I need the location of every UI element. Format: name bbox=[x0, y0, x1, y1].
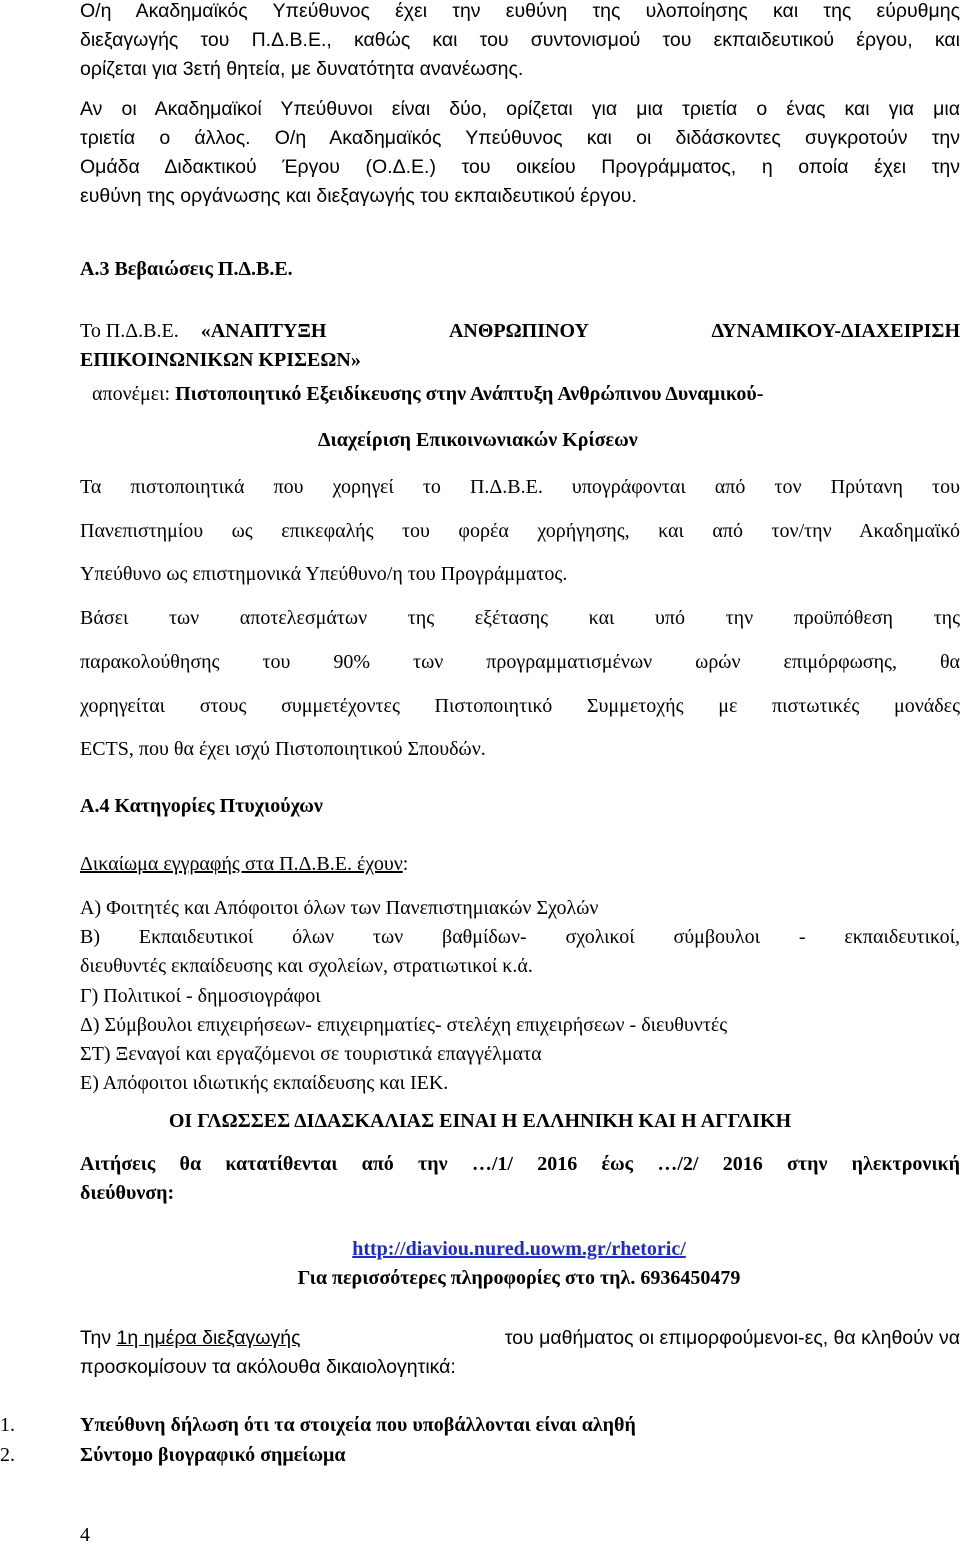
application-url-link[interactable]: http://diaviou.nured.uowm.gr/rhetoric/ bbox=[352, 1238, 686, 1260]
award-certificate-cont: Διαχείριση Επικοινωνιακών Κρίσεων bbox=[318, 429, 638, 451]
program-title-cont: ΕΠΙΚΟΙΝΩΝΙΚΩΝ ΚΡΙΣΕΩΝ» bbox=[80, 349, 361, 371]
sign-line: Πανεπιστημίου ως επικεφαλής του φορέα χορήγησης, και από τον/την Ακαδημαϊκό bbox=[80, 520, 960, 542]
applications-line: Αιτήσεις θα κατατίθενται από την …/1/ 2016 έως …/2/ 2016 στην ηλεκτρονική bbox=[80, 1153, 960, 1175]
eligibility-text: Δικαίωμα εγγραφής στα Π.Δ.Β.Ε. έχουν bbox=[80, 853, 403, 875]
intro-line: ορίζεται για 3ετή θητεία, με δυνατότητα ανανέωσης. bbox=[80, 58, 524, 80]
first-day-link: 1η ημέρα διεξαγωγής bbox=[116, 1327, 301, 1349]
category-item: Ε) Απόφοιτοι ιδιωτικής εκπαίδευσης και ΙΕΚ. bbox=[80, 1072, 449, 1094]
intro-line: διεξαγωγής του Π.Δ.Β.Ε., καθώς και του συντονισμού του εκπαιδευτικού έργου, και bbox=[80, 29, 960, 51]
document-item-number: 1. bbox=[0, 1414, 15, 1436]
award-line bbox=[92, 383, 763, 406]
first-day-text: Την bbox=[80, 1327, 117, 1349]
eligibility-label bbox=[80, 853, 408, 876]
ects-line: ECTS, που θα έχει ισχύ Πιστοποιητικού Σπουδών. bbox=[80, 738, 486, 760]
info-phone: Για περισσότερες πληροφορίες στο τηλ. 6936450479 bbox=[297, 1267, 741, 1289]
category-item: Α) Φοιτητές και Απόφοιτοι όλων των Πανεπιστημιακών Σχολών bbox=[80, 897, 599, 919]
sign-line: Υπεύθυνο ως επιστημονικά Υπεύθυνο/η του Προγράμματος. bbox=[80, 563, 568, 585]
category-item: Δ) Σύμβουλοι επιχειρήσεων- επιχειρηματίες- στελέχη επιχειρήσεων - διευθυντές bbox=[80, 1014, 728, 1036]
program-prefix: Το Π.Δ.Β.Ε. bbox=[80, 320, 179, 342]
award-certificate: Πιστοποιητικό Εξειδίκευσης στην Ανάπτυξη Ανθρώπινου Δυναμικού- bbox=[175, 383, 764, 405]
page-number: 4 bbox=[80, 1524, 90, 1546]
category-item: ΣΤ) Ξεναγοί και εργαζόμενοι σε τουριστικά επαγγέλματα bbox=[80, 1043, 542, 1065]
first-day-suffix: του μαθήματος οι επιμορφούμενοι-ες, θα κληθούν να bbox=[504, 1327, 960, 1349]
program-title: «ΑΝΑΠΤΥΞΗ ΑΝΘΡΩΠΙΝΟΥ ΔΥΝΑΜΙΚΟΥ-ΔΙΑΧΕΙΡΙΣΗ bbox=[200, 320, 960, 342]
languages-notice: ΟΙ ΓΛΩΣΣΕΣ ΔΙΔΑΣΚΑΛΙΑΣ ΕΙΝΑΙ Η ΕΛΛΗΝΙΚΗ ΚΑΙ Η ΑΓΓΛΙΚΗ bbox=[168, 1110, 792, 1132]
section-heading-a4: Α.4 Κατηγορίες Πτυχιούχων bbox=[80, 795, 323, 817]
award-prefix: απονέμει: bbox=[92, 383, 176, 405]
ects-line: παρακολούθησης του 90% των προγραμματισμένων ωρών επιμόρφωσης, θα bbox=[80, 651, 960, 673]
intro-line: Ο/η Ακαδημαϊκός Υπεύθυνος έχει την ευθύνη της υλοποίησης και της εύρυθμης bbox=[80, 0, 960, 22]
intro-line: Ομάδα Διδακτικού Έργου (Ο.Δ.Ε.) του οικείου Προγράμματος, η οποία έχει την bbox=[80, 156, 960, 178]
ects-line: Βάσει των αποτελεσμάτων της εξέτασης και υπό την προϋπόθεση της bbox=[80, 607, 960, 629]
application-url-line bbox=[0, 1238, 960, 1261]
first-day-line bbox=[80, 1327, 960, 1350]
category-item-cont: διευθυντές εκπαίδευσης και σχολείων, στρατιωτικοί κ.ά. bbox=[80, 955, 533, 977]
document-item: Υπεύθυνη δήλωση ότι τα στοιχεία που υποβάλλονται είναι αληθή bbox=[80, 1414, 636, 1436]
eligibility-colon: : bbox=[402, 853, 409, 875]
document-item-number: 2. bbox=[0, 1444, 15, 1466]
intro-line: τριετία ο άλλος. Ο/η Ακαδημαϊκός Υπεύθυνος και οι διδάσκοντες συγκροτούν την bbox=[80, 127, 960, 149]
intro-line: ευθύνη της οργάνωσης και διεξαγωγής του εκπαιδευτικού έργου. bbox=[80, 185, 637, 207]
section-heading-a3: Α.3 Βεβαιώσεις Π.Δ.Β.Ε. bbox=[80, 258, 293, 280]
category-item: Β) Εκπαιδευτικοί όλων των βαθμίδων- σχολικοί σύμβουλοι - εκπαιδευτικοί, bbox=[80, 926, 960, 948]
certificate-title-line bbox=[80, 320, 960, 343]
ects-line: χορηγείται στους συμμετέχοντες Πιστοποιητικό Συμμετοχής με πιστωτικές μονάδες bbox=[80, 695, 960, 717]
document-item: Σύντομο βιογραφικό σημείωμα bbox=[80, 1444, 346, 1466]
sign-line: Τα πιστοποιητικά που χορηγεί το Π.Δ.Β.Ε. υπογράφονται από τον Πρύτανη του bbox=[80, 476, 960, 498]
first-day-line: προσκομίσουν τα ακόλουθα δικαιολογητικά: bbox=[80, 1356, 456, 1378]
first-day-prefix bbox=[80, 1327, 301, 1350]
applications-line: διεύθυνση: bbox=[80, 1182, 175, 1204]
category-item: Γ) Πολιτικοί - δημοσιογράφοι bbox=[80, 985, 321, 1007]
intro-line: Αν οι Ακαδημαϊκοί Υπεύθυνοι είναι δύο, ορίζεται για μια τριετία ο ένας και για μια bbox=[80, 98, 960, 120]
